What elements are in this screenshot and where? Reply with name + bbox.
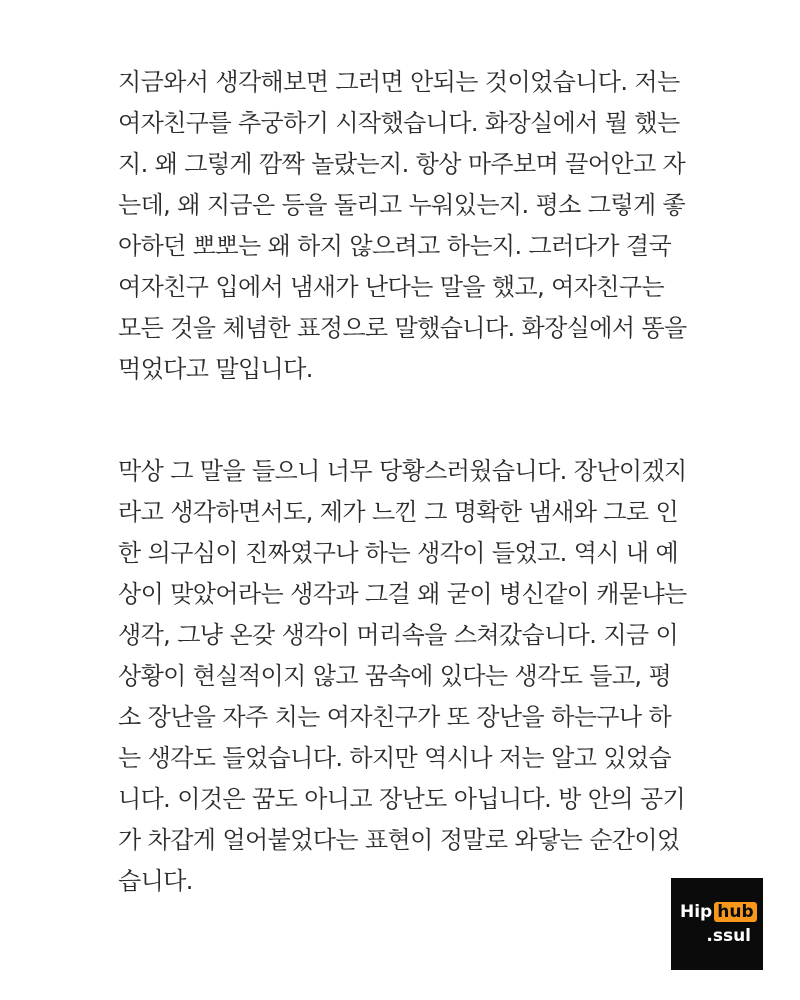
text-line: 여자친구를 추궁하기 시작했습니다. 화장실에서 뭘 했는: [118, 109, 680, 137]
text-line: 는데, 왜 지금은 등을 돌리고 누워있는지. 평소 그렇게 좋: [118, 191, 686, 219]
text-line: 막상 그 말을 들으니 너무 당황스러웠습니다. 장난이겠지: [118, 457, 687, 485]
logo-wordmark: [680, 902, 757, 922]
text-line: 아하던 뽀뽀는 왜 하지 않으려고 하는지. 그러다가 결국: [118, 232, 672, 260]
logo-ssul-text: .ssul: [706, 926, 751, 946]
text-line: 라고 생각하면서도, 제가 느낀 그 명확한 냄새와 그로 인: [118, 498, 679, 526]
hiphub-ssul-logo: [671, 878, 763, 970]
text-line: 습니다.: [118, 867, 193, 895]
logo-hip-text: Hip: [680, 902, 713, 922]
text-line: 상이 맞았어라는 생각과 그걸 왜 굳이 병신같이 캐묻냐는: [118, 580, 687, 608]
text-line: 상황이 현실적이지 않고 꿈속에 있다는 생각도 들고, 평: [118, 662, 672, 690]
text-line: 니다. 이것은 꿈도 아니고 장난도 아닙니다. 방 안의 공기: [118, 785, 686, 813]
text-line: 한 의구심이 진짜였구나 하는 생각이 들었고. 역시 내 예: [118, 539, 679, 567]
text-line: 여자친구 입에서 냄새가 난다는 말을 했고, 여자친구는: [118, 273, 665, 301]
text-line: 소 장난을 자주 치는 여자친구가 또 장난을 하는구나 하: [118, 703, 672, 731]
text-line: 지. 왜 그렇게 깜짝 놀랐는지. 항상 마주보며 끌어안고 자: [118, 150, 686, 178]
text-line: 먹었다고 말입니다.: [118, 355, 313, 383]
paragraph-1: [118, 62, 698, 390]
text-line: 생각, 그냥 온갖 생각이 머리속을 스쳐갔습니다. 지금 이: [118, 621, 679, 649]
paragraph-2: [118, 451, 698, 902]
text-line: 가 차갑게 얼어붙었다는 표현이 정말로 와닿는 순간이었: [118, 826, 680, 854]
story-text: [118, 62, 698, 902]
text-line: 는 생각도 들었습니다. 하지만 역시나 저는 알고 있었습: [118, 744, 672, 772]
text-line: 지금와서 생각해보면 그러면 안되는 것이었습니다. 저는: [118, 68, 680, 96]
text-line: 모든 것을 체념한 표정으로 말했습니다. 화장실에서 똥을: [118, 314, 687, 342]
logo-hub-badge: hub: [714, 902, 756, 922]
